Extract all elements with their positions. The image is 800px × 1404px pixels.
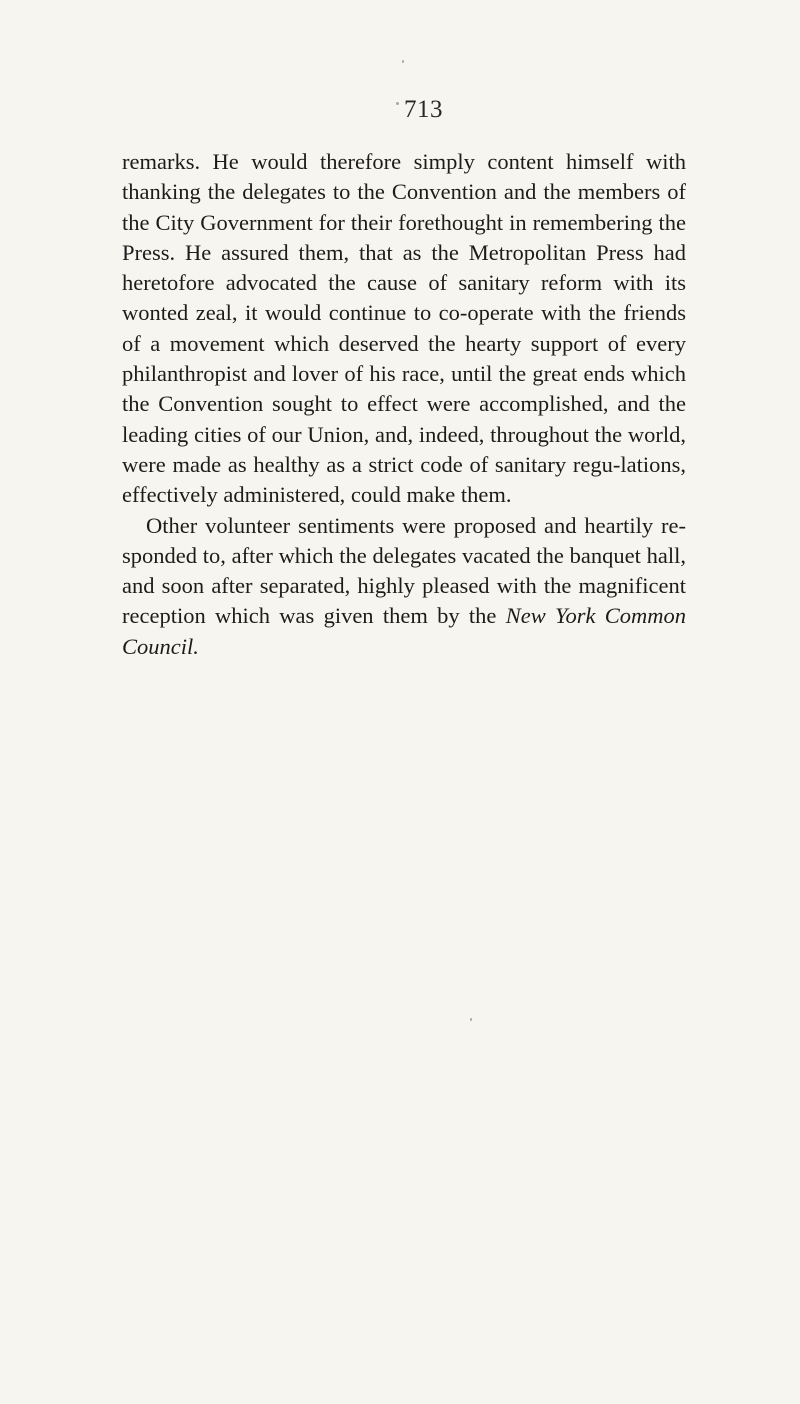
paragraph-2-italic-text: New York Common Council. (122, 603, 686, 659)
page-number: 713 (404, 96, 443, 123)
print-speck (396, 102, 399, 105)
print-speck (402, 60, 404, 63)
paragraph-1: remarks. He would therefore simply content himself with thanking the delegates to the Convention and the members of the City Government for their forethought in remembering the Press. He assured them, that as the Metropolitan Press had heretofore advocated the cause of sanitary reform with its wonted zeal, it would continue to co-operate with the friends of a movement which deserved the hearty support of every philanthropist and lover of his race, until the great ends which the Convention sought to effect were accomplished, and the leading cities of our Union, and, indeed, throughout the world, were made as healthy as a strict code of sanitary regu-lations, effectively administered, could make them. (122, 149, 686, 508)
paragraph-2-text: Other volunteer sentiments were proposed and heartily re-sponded to, after which the delegates vacated the banquet hall, and soon after separated, highly pleased with the magnificent reception which was given them by the (122, 512, 686, 629)
paragraph-2 (122, 511, 686, 662)
print-speck (470, 1018, 472, 1021)
body-text (122, 147, 686, 662)
